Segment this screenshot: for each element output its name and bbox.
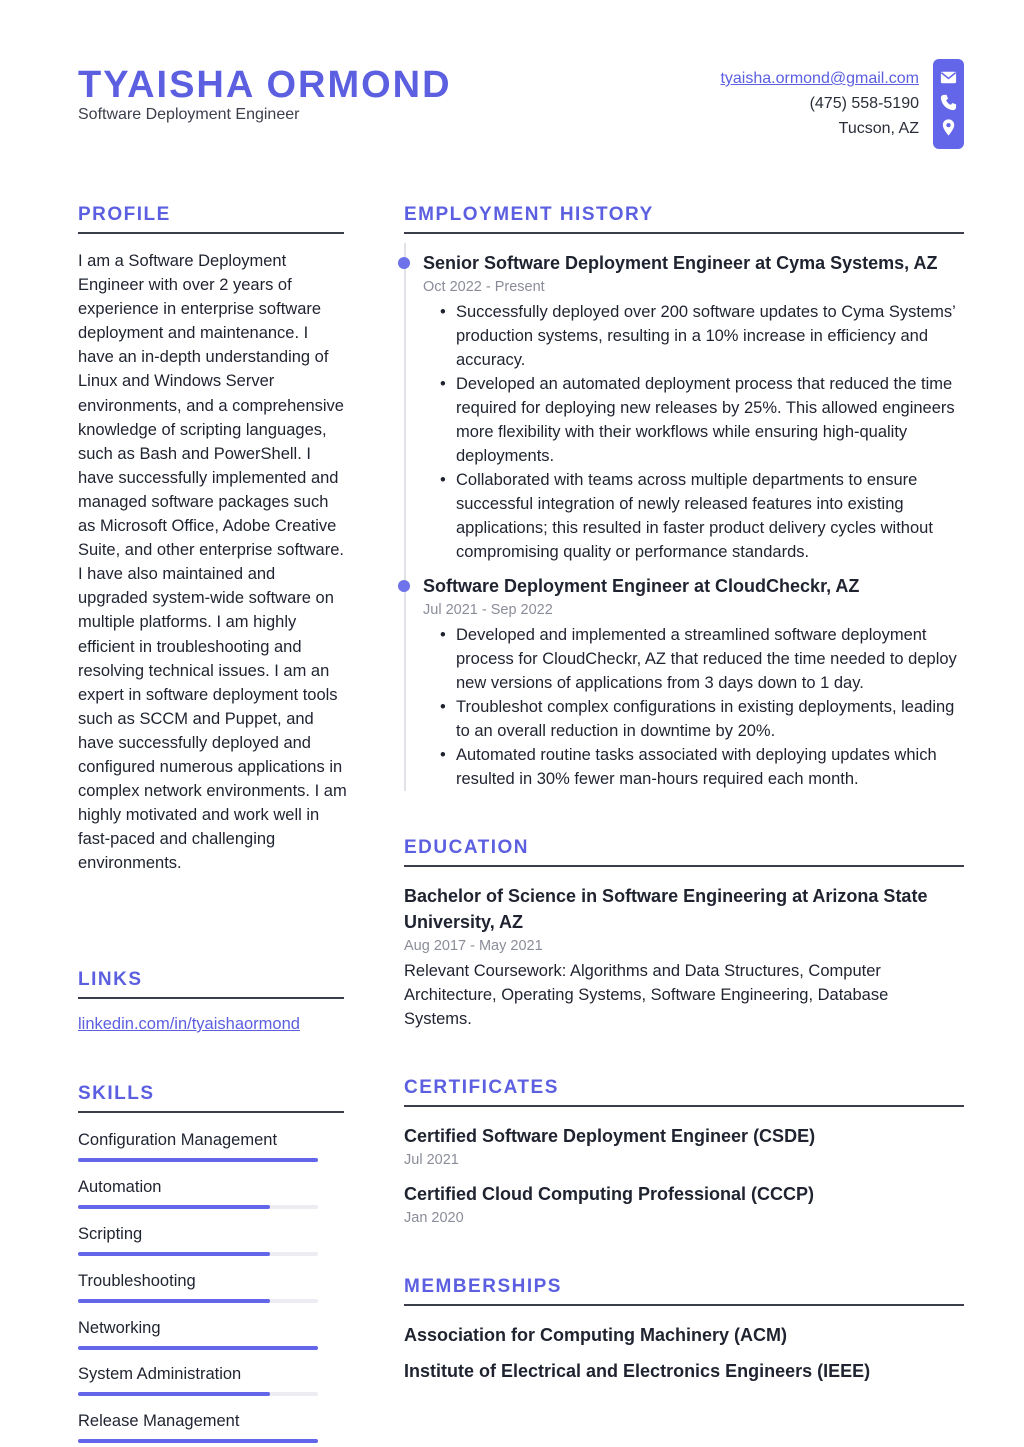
membership-item: Institute of Electrical and Electronics Engineers (IEEE): [404, 1361, 871, 1381]
skill-bar: [78, 1392, 318, 1396]
skill-bar-fill: [78, 1158, 318, 1162]
skill-bar: [78, 1205, 318, 1209]
email-link[interactable]: tyaisha.ormond@gmail.com: [720, 70, 919, 87]
skill-bar: [78, 1346, 318, 1350]
candidate-name: TYAISHA ORMOND: [78, 64, 452, 106]
skill-item: [78, 1410, 318, 1443]
contact-block: [720, 66, 919, 141]
certificates-heading: CERTIFICATES: [404, 1076, 964, 1107]
timeline-dot: [398, 257, 410, 269]
linkedin-link[interactable]: linkedin.com/in/tyaishaormond: [78, 1015, 300, 1033]
skill-bar-fill: [78, 1439, 318, 1443]
education-heading: EDUCATION: [404, 836, 964, 867]
skill-label: Scripting: [78, 1225, 143, 1243]
profile-text: I am a Software Deployment Engineer with over 2 years of experience in enterprise software deployment and maintenance. I have an in-depth understanding of Linux and Windows Server environments, and a comprehensive knowledge of scripting languages, such as Bash and PowerShell. I have successfully implemented and managed software packages such as Microsoft Office, Adobe Creative Suite, and other enterprise software. I have also maintained and upgraded system-wide software on multiple platforms. I am highly efficient in troubleshooting and resolving technical issues. I am an expert in software deployment tools such as SCCM and Puppet, and have successfully deployed and configured numerous applications in complex network environments. I am highly motivated and work well in fast-paced and challenging environments.: [78, 252, 347, 873]
map-pin-icon: [939, 118, 958, 137]
timeline-dot: [398, 580, 410, 592]
job-title: Senior Software Deployment Engineer at Cyma Systems, AZ: [423, 253, 938, 273]
job-dates: Jul 2021 - Sep 2022: [423, 602, 553, 618]
skill-label: Networking: [78, 1319, 161, 1337]
education-dates: Aug 2017 - May 2021: [404, 938, 543, 954]
skill-item: [78, 1129, 318, 1162]
skill-label: Troubleshooting: [78, 1272, 196, 1290]
skill-item: [78, 1317, 318, 1350]
skill-label: Automation: [78, 1178, 162, 1196]
certificate-date: Jul 2021: [404, 1152, 459, 1168]
certificate-date: Jan 2020: [404, 1210, 464, 1226]
phone-icon: [939, 93, 958, 112]
skill-label: Release Management: [78, 1412, 240, 1430]
skill-item: [78, 1270, 318, 1303]
skill-item: [78, 1176, 318, 1209]
links-heading: LINKS: [78, 968, 344, 999]
job-bullet: • Troubleshot complex configurations in existing deployments, leading to an overall reduction in downtime by 20%.: [440, 695, 966, 743]
skill-item: [78, 1223, 318, 1256]
job-bullet: • Developed and implemented a streamlined software deployment process for CloudCheckr, AZ that reduced the time needed to deploy new versions of applications from 3 days down to 1 day.: [440, 623, 966, 695]
job-bullet: • Automated routine tasks associated with deploying updates which resulted in 30% fewer man-hours required each month.: [440, 743, 966, 791]
skill-bar: [78, 1299, 318, 1303]
certificate-title: Certified Cloud Computing Professional (CCCP): [404, 1184, 815, 1204]
education-title: Bachelor of Science in Software Engineering at Arizona State University, AZ: [404, 886, 928, 932]
skill-label: System Administration: [78, 1365, 242, 1383]
job-bullet: • Successfully deployed over 200 software updates to Cyma Systems’ production systems, resulting in a 10% increase in efficiency and accuracy.: [440, 300, 966, 372]
skill-bar: [78, 1439, 318, 1443]
job-dates: Oct 2022 - Present: [423, 279, 545, 295]
skill-item: [78, 1363, 318, 1396]
skill-bar-fill: [78, 1346, 318, 1350]
skill-bar-fill: [78, 1252, 270, 1256]
skill-label: Configuration Management: [78, 1131, 278, 1149]
membership-item: Association for Computing Machinery (ACM): [404, 1325, 788, 1345]
employment-timeline: [404, 243, 406, 791]
certificate-title: Certified Software Deployment Engineer (CSDE): [404, 1126, 816, 1146]
job-title: Software Deployment Engineer at CloudCheckr, AZ: [423, 576, 860, 596]
job-bullet: • Collaborated with teams across multiple departments to ensure successful integration of newly released features into existing applications; this resulted in faster product delivery cycles without compromising quality or performance standards.: [440, 468, 966, 564]
skill-bar: [78, 1252, 318, 1256]
envelope-icon: [939, 68, 958, 87]
employment-heading: EMPLOYMENT HISTORY: [404, 203, 964, 234]
skill-bar-fill: [78, 1205, 270, 1209]
job-bullets: [440, 623, 966, 791]
skills-heading: SKILLS: [78, 1082, 344, 1113]
job-bullets: [440, 300, 966, 564]
phone-number: (475) 558-5190: [809, 95, 919, 112]
skill-bar-fill: [78, 1392, 270, 1396]
memberships-heading: MEMBERSHIPS: [404, 1275, 964, 1306]
education-description: Relevant Coursework: Algorithms and Data Structures, Computer Architecture, Operating Systems, Software Engineering, Database Systems.: [404, 962, 889, 1028]
skill-bar: [78, 1158, 318, 1162]
skill-bar-fill: [78, 1299, 270, 1303]
candidate-title: Software Deployment Engineer: [78, 106, 300, 123]
contact-icon-bar: [933, 59, 964, 149]
location: Tucson, AZ: [838, 120, 919, 137]
profile-heading: PROFILE: [78, 203, 344, 234]
job-bullet: • Developed an automated deployment process that reduced the time required for deploying new releases by 25%. This allowed engineers more flexibility with their workflows while ensuring high-quality deployments.: [440, 372, 966, 468]
